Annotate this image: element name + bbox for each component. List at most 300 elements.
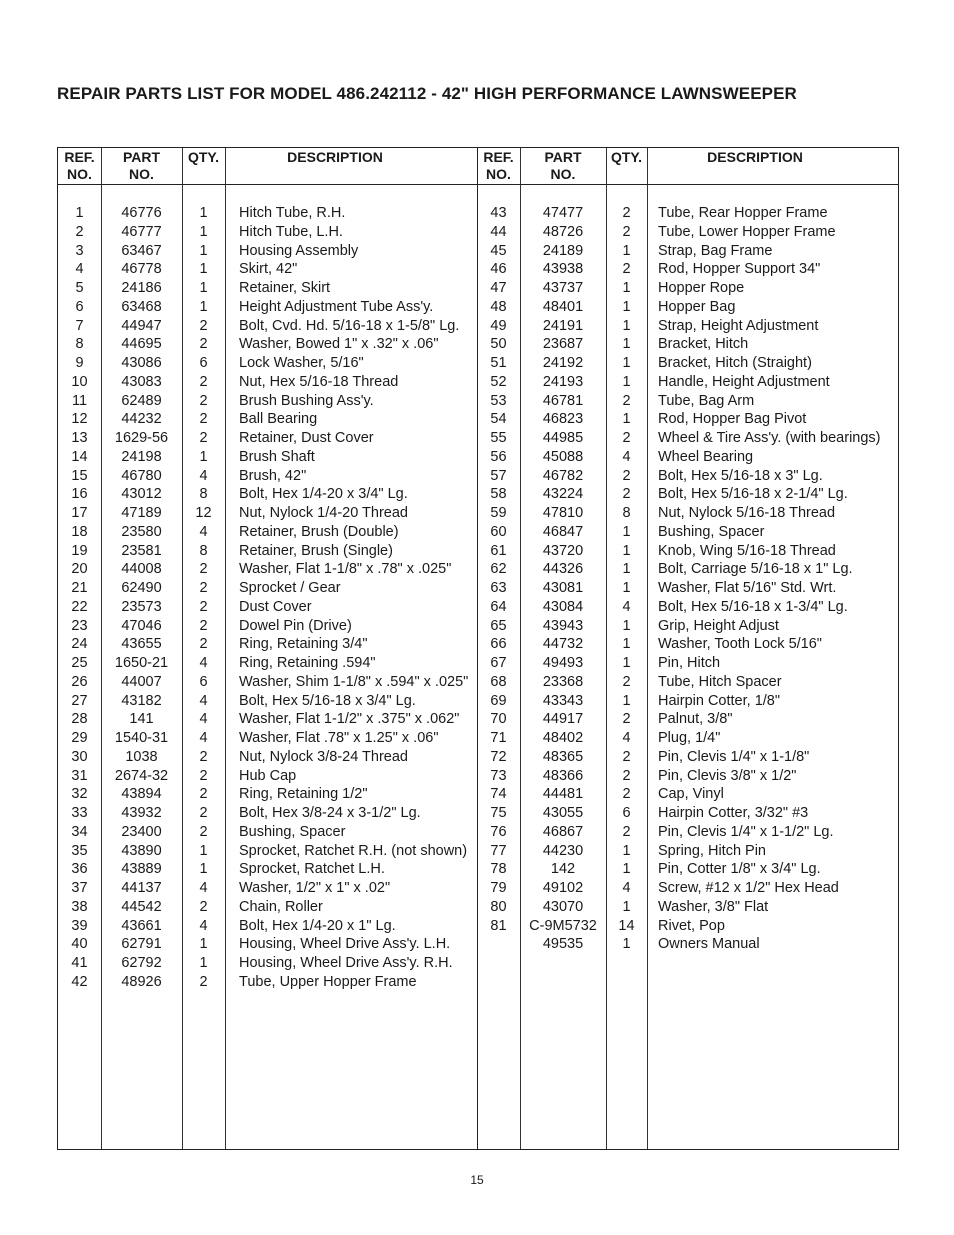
table-row (58, 673, 477, 692)
ref-number: 62 (490, 561, 507, 578)
ref-number: 69 (490, 692, 507, 709)
part-number: 43889 (121, 861, 162, 878)
ref-number: 27 (71, 692, 88, 709)
quantity: 1 (199, 448, 208, 465)
ref-number: 25 (71, 655, 88, 671)
ref-number: 16 (71, 486, 88, 503)
part-number: 23573 (121, 598, 162, 615)
part-description: Tube, Bag Arm (658, 392, 755, 409)
quantity: 1 (622, 280, 631, 296)
part-description: Housing, Wheel Drive Ass'y. L.H. (239, 936, 451, 953)
part-number: 24192 (542, 355, 584, 371)
ref-number: 39 (71, 917, 88, 934)
ref-number: 35 (71, 842, 88, 859)
part-number: 2674-32 (114, 767, 169, 784)
table-row (58, 317, 477, 336)
table-row (58, 373, 477, 392)
part-number: 63467 (121, 242, 162, 259)
part-number: 48402 (542, 730, 584, 746)
table-row (477, 335, 898, 354)
table-row (58, 710, 477, 729)
part-number: 24186 (121, 280, 162, 296)
quantity: 2 (199, 617, 208, 634)
part-number: 23400 (121, 823, 162, 840)
quantity: 2 (199, 786, 208, 803)
part-description: Lock Washer, 5/16" (239, 355, 364, 371)
ref-number: 28 (71, 711, 88, 728)
part-description: Tube, Lower Hopper Frame (658, 223, 836, 240)
ref-number: 45 (490, 242, 507, 259)
part-number: 44917 (542, 711, 584, 728)
ref-number: 63 (490, 580, 507, 596)
quantity: 1 (622, 317, 631, 334)
quantity: 12 (195, 505, 212, 521)
part-description: Cap, Vinyl (658, 786, 724, 803)
quantity: 2 (622, 786, 631, 803)
part-description: Housing Assembly (239, 242, 359, 259)
table-row (477, 692, 898, 711)
part-description: Dowel Pin (Drive) (239, 617, 352, 634)
quantity: 2 (199, 636, 208, 653)
part-number: 46777 (121, 223, 162, 240)
header-description-label: DESCRIPTION (707, 149, 803, 165)
part-description: Screw, #12 x 1/2" Hex Head (658, 880, 839, 896)
table-row (58, 579, 477, 598)
ref-number: 3 (75, 242, 84, 259)
quantity: 4 (199, 880, 208, 896)
part-number: 23581 (121, 542, 162, 559)
table-row (477, 354, 898, 373)
part-number: 46778 (121, 261, 162, 278)
quantity: 2 (199, 598, 208, 615)
ref-number: 73 (490, 767, 507, 784)
part-number: 44232 (121, 411, 162, 428)
part-description: Tube, Rear Hopper Frame (658, 205, 828, 221)
part-description: Owners Manual (658, 936, 760, 953)
quantity: 2 (199, 580, 208, 596)
part-number: 1650-21 (114, 655, 169, 671)
part-description: Retainer, Brush (Double) (239, 523, 399, 540)
ref-number: 41 (71, 955, 88, 971)
part-description: Plug, 1/4" (658, 730, 721, 746)
part-number: 44230 (542, 842, 584, 859)
part-number: 44695 (121, 336, 162, 353)
part-description: Strap, Height Adjustment (658, 317, 819, 334)
header-ref-label: REF. (483, 149, 514, 165)
part-number: 46823 (542, 411, 584, 428)
header-ref-label: REF. (64, 149, 95, 165)
part-number: 43070 (542, 898, 584, 915)
ref-number: 32 (71, 786, 88, 803)
quantity: 4 (622, 730, 631, 746)
table-row (58, 523, 477, 542)
part-number: 1038 (125, 748, 158, 765)
quantity: 1 (199, 298, 208, 315)
table-row (58, 354, 477, 373)
quantity: 1 (199, 936, 208, 953)
quantity: 14 (618, 917, 635, 934)
table-row (477, 860, 898, 879)
table-row (477, 673, 898, 692)
ref-number: 8 (75, 336, 84, 353)
part-description: Nut, Nylock 3/8-24 Thread (239, 748, 408, 765)
header-part-no (101, 149, 182, 183)
part-number: 48401 (542, 298, 584, 315)
table-row (58, 560, 477, 579)
part-description: Strap, Bag Frame (658, 242, 773, 259)
part-number: 43737 (542, 280, 584, 296)
quantity: 2 (622, 767, 631, 784)
quantity: 1 (199, 205, 208, 221)
part-description: Bolt, Cvd. Hd. 5/16-18 x 1-5/8" Lg. (239, 317, 460, 334)
part-description: Retainer, Skirt (239, 280, 331, 296)
ref-number: 20 (71, 561, 88, 578)
ref-number: 66 (490, 636, 507, 653)
part-description: Height Adjustment Tube Ass'y. (239, 298, 434, 315)
part-description: Housing, Wheel Drive Ass'y. R.H. (239, 955, 453, 971)
part-number: 43938 (542, 261, 584, 278)
ref-number: 40 (71, 936, 88, 953)
part-number: 44007 (121, 673, 162, 690)
table-row (58, 804, 477, 823)
part-number: 44542 (121, 898, 162, 915)
table-row (58, 823, 477, 842)
part-description: Brush Shaft (239, 448, 315, 465)
part-number: 62792 (121, 955, 162, 971)
table-row (58, 617, 477, 636)
quantity: 2 (199, 561, 208, 578)
quantity: 1 (199, 842, 208, 859)
ref-number: 58 (490, 486, 507, 503)
table-row (477, 242, 898, 261)
ref-number: 76 (490, 823, 507, 840)
ref-number: 75 (490, 805, 507, 821)
header-qty (606, 149, 647, 166)
table-row (477, 504, 898, 523)
table-row (477, 823, 898, 842)
quantity: 1 (622, 542, 631, 559)
ref-number: 24 (71, 636, 88, 653)
header-ref-no (477, 149, 520, 183)
header-qty-label: QTY. (187, 149, 220, 165)
part-number: 141 (129, 711, 154, 728)
table-row (58, 223, 477, 242)
table-row (477, 898, 898, 917)
ref-number: 77 (490, 842, 507, 859)
part-description: Bolt, Hex 5/16-18 x 2-1/4" Lg. (658, 486, 848, 503)
part-number: 43182 (121, 692, 162, 709)
table-row (477, 935, 898, 954)
ref-number: 60 (490, 523, 507, 540)
ref-number: 14 (71, 448, 88, 465)
part-number: 44985 (542, 430, 584, 446)
header-part-label-2: NO. (129, 166, 154, 182)
quantity: 2 (199, 411, 208, 428)
table-row (58, 748, 477, 767)
quantity: 4 (199, 655, 208, 671)
part-description: Hopper Bag (658, 298, 736, 315)
quantity: 4 (622, 448, 631, 465)
ref-number: 5 (75, 280, 84, 296)
part-description: Hopper Rope (658, 280, 745, 296)
quantity: 2 (622, 430, 631, 446)
quantity: 2 (622, 223, 631, 240)
part-description: Pin, Clevis 3/8" x 1/2" (658, 767, 797, 784)
part-description: Nut, Hex 5/16-18 Thread (239, 373, 399, 390)
quantity: 1 (622, 861, 631, 878)
ref-number: 49 (490, 317, 507, 334)
table-row (477, 598, 898, 617)
ref-number: 42 (71, 973, 88, 990)
part-description: Bolt, Hex 5/16-18 x 1-3/4" Lg. (658, 598, 848, 615)
header-description (647, 149, 863, 166)
table-row (58, 204, 477, 223)
part-description: Bolt, Hex 1/4-20 x 3/4" Lg. (239, 486, 408, 503)
ref-number: 80 (490, 898, 507, 915)
table-row (477, 448, 898, 467)
table-row (58, 654, 477, 673)
table-row (58, 504, 477, 523)
table-row (477, 617, 898, 636)
part-number: 43932 (121, 805, 162, 821)
part-description: Washer, Flat 5/16" Std. Wrt. (658, 580, 837, 596)
ref-number: 61 (490, 542, 507, 559)
table-row (58, 542, 477, 561)
table-row (58, 298, 477, 317)
quantity: 2 (622, 711, 631, 728)
quantity: 2 (622, 205, 631, 221)
part-description: Pin, Cotter 1/8" x 3/4" Lg. (658, 861, 821, 878)
quantity: 4 (199, 692, 208, 709)
ref-number: 71 (490, 730, 507, 746)
part-description: Hitch Tube, R.H. (239, 205, 346, 221)
quantity: 2 (199, 317, 208, 334)
quantity: 2 (199, 823, 208, 840)
part-number: 48926 (121, 973, 162, 990)
part-description: Handle, Height Adjustment (658, 373, 830, 390)
quantity: 2 (199, 336, 208, 353)
quantity: 4 (199, 711, 208, 728)
ref-number: 52 (490, 373, 507, 390)
part-number: 23368 (542, 673, 584, 690)
part-number: 46867 (542, 823, 584, 840)
ref-number: 30 (71, 748, 88, 765)
table-row (58, 410, 477, 429)
table-row (58, 973, 477, 992)
part-number: 62489 (121, 392, 162, 409)
left-parts-list (58, 204, 477, 992)
table-row (477, 560, 898, 579)
quantity: 6 (199, 355, 208, 371)
part-description: Nut, Nylock 1/4-20 Thread (239, 505, 408, 521)
table-row (477, 729, 898, 748)
part-number: 49535 (542, 936, 584, 953)
ref-number: 48 (490, 298, 507, 315)
header-part-label-2: NO. (550, 166, 576, 182)
ref-number: 22 (71, 598, 88, 615)
part-number: 44481 (542, 786, 584, 803)
ref-number: 46 (490, 261, 507, 278)
ref-number: 54 (490, 411, 507, 428)
table-row (477, 917, 898, 936)
header-qty-label: QTY. (610, 149, 643, 165)
part-number: 49102 (542, 880, 584, 896)
ref-number: 70 (490, 711, 507, 728)
table-row (477, 373, 898, 392)
quantity: 2 (199, 392, 208, 409)
table-row (477, 410, 898, 429)
ref-number: 59 (490, 505, 507, 521)
table-row (477, 579, 898, 598)
part-description: Dust Cover (239, 598, 312, 615)
part-number: 1629-56 (114, 430, 169, 446)
quantity: 1 (622, 242, 631, 259)
table-row (477, 223, 898, 242)
quantity: 1 (622, 655, 631, 671)
table-row (58, 898, 477, 917)
part-description: Nut, Nylock 5/16-18 Thread (658, 505, 836, 521)
quantity: 1 (622, 636, 631, 653)
quantity: 1 (622, 692, 631, 709)
part-description: Bolt, Hex 5/16-18 x 3" Lg. (658, 467, 823, 484)
part-number: 43081 (542, 580, 584, 596)
table-row (58, 842, 477, 861)
part-description: Bolt, Carriage 5/16-18 x 1" Lg. (658, 561, 853, 578)
table-row (58, 935, 477, 954)
part-number: 46781 (542, 392, 584, 409)
table-row (477, 392, 898, 411)
part-description: Sprocket / Gear (239, 580, 341, 596)
table-row (477, 204, 898, 223)
table-row (58, 767, 477, 786)
quantity: 8 (622, 505, 631, 521)
part-number: 47477 (542, 205, 584, 221)
part-description: Bushing, Spacer (658, 523, 765, 540)
quantity: 4 (199, 730, 208, 746)
quantity: 2 (622, 823, 631, 840)
part-number: 46776 (121, 205, 162, 221)
ref-number: 81 (490, 917, 507, 934)
ref-number: 56 (490, 448, 507, 465)
part-number: C-9M5732 (529, 917, 597, 934)
ref-number: 36 (71, 861, 88, 878)
part-number: 48366 (542, 767, 584, 784)
header-description (225, 149, 445, 166)
ref-number: 26 (71, 673, 88, 690)
ref-number: 72 (490, 748, 507, 765)
part-description: Bracket, Hitch (658, 336, 749, 353)
part-number: 63468 (121, 298, 162, 315)
part-number: 24189 (542, 242, 584, 259)
table-row (477, 654, 898, 673)
quantity: 2 (199, 430, 208, 446)
part-description: Bolt, Hex 3/8-24 x 3-1/2" Lg. (239, 805, 421, 821)
table-row (58, 242, 477, 261)
part-description: Brush, 42" (239, 467, 307, 484)
quantity: 8 (199, 542, 208, 559)
ref-number: 43 (490, 205, 507, 221)
ref-number: 15 (71, 467, 88, 484)
table-row (58, 692, 477, 711)
ref-number: 38 (71, 898, 88, 915)
part-number: 43894 (121, 786, 162, 803)
part-description: Tube, Upper Hopper Frame (239, 973, 417, 990)
page-title: REPAIR PARTS LIST FOR MODEL 486.242112 - 42" HIGH PERFORMANCE LAWNSWEEPER (57, 84, 797, 103)
quantity: 1 (199, 223, 208, 240)
quantity: 1 (199, 861, 208, 878)
ref-number: 53 (490, 392, 507, 409)
header-ref-label-2: NO. (486, 166, 511, 182)
table-row (58, 860, 477, 879)
part-number: 23687 (542, 336, 584, 353)
header-ref-label-2: NO. (67, 166, 92, 182)
quantity: 2 (622, 467, 631, 484)
quantity: 1 (622, 617, 631, 634)
part-number: 43083 (121, 373, 162, 390)
quantity: 1 (199, 280, 208, 296)
table-row (58, 485, 477, 504)
part-number: 24191 (542, 317, 584, 334)
ref-number: 11 (71, 392, 88, 409)
header-ref-no (58, 149, 101, 183)
quantity: 1 (199, 261, 208, 278)
quantity: 2 (622, 392, 631, 409)
part-number: 43086 (121, 355, 162, 371)
part-number: 62490 (121, 580, 162, 596)
table-row (58, 467, 477, 486)
part-description: Washer, Flat .78" x 1.25" x .06" (239, 730, 439, 746)
ref-number: 6 (75, 298, 84, 315)
part-number: 24198 (121, 448, 162, 465)
part-description: Sprocket, Ratchet L.H. (239, 861, 385, 878)
part-number: 43720 (542, 542, 584, 559)
table-row (58, 598, 477, 617)
ref-number: 68 (490, 673, 507, 690)
table-row (477, 542, 898, 561)
quantity: 2 (199, 805, 208, 821)
part-number: 44732 (542, 636, 584, 653)
part-description: Chain, Roller (239, 898, 323, 915)
quantity: 6 (199, 673, 208, 690)
part-number: 48726 (542, 223, 584, 240)
quantity: 6 (622, 805, 631, 821)
ref-number: 21 (71, 580, 88, 596)
part-number: 43890 (121, 842, 162, 859)
ref-number: 13 (71, 430, 88, 446)
table-row (58, 917, 477, 936)
table-row (477, 748, 898, 767)
part-description: Spring, Hitch Pin (658, 842, 766, 859)
table-row (58, 279, 477, 298)
part-number: 142 (550, 861, 576, 878)
ref-number: 10 (71, 373, 88, 390)
ref-number: 18 (71, 523, 88, 540)
part-number: 23580 (121, 523, 162, 540)
part-number: 43224 (542, 486, 584, 503)
part-description: Washer, Flat 1-1/2" x .375" x .062" (239, 711, 460, 728)
part-number: 62791 (121, 936, 162, 953)
part-description: Wheel Bearing (658, 448, 754, 465)
table-row (477, 279, 898, 298)
part-number: 43055 (542, 805, 584, 821)
part-number: 43343 (542, 692, 584, 709)
part-description: Pin, Clevis 1/4" x 1-1/8" (658, 748, 810, 765)
quantity: 4 (622, 598, 631, 615)
ref-number: 65 (490, 617, 507, 634)
header-part-label: PART (544, 149, 582, 165)
part-description: Pin, Clevis 1/4" x 1-1/2" Lg. (658, 823, 834, 840)
part-number: 44137 (121, 880, 162, 896)
